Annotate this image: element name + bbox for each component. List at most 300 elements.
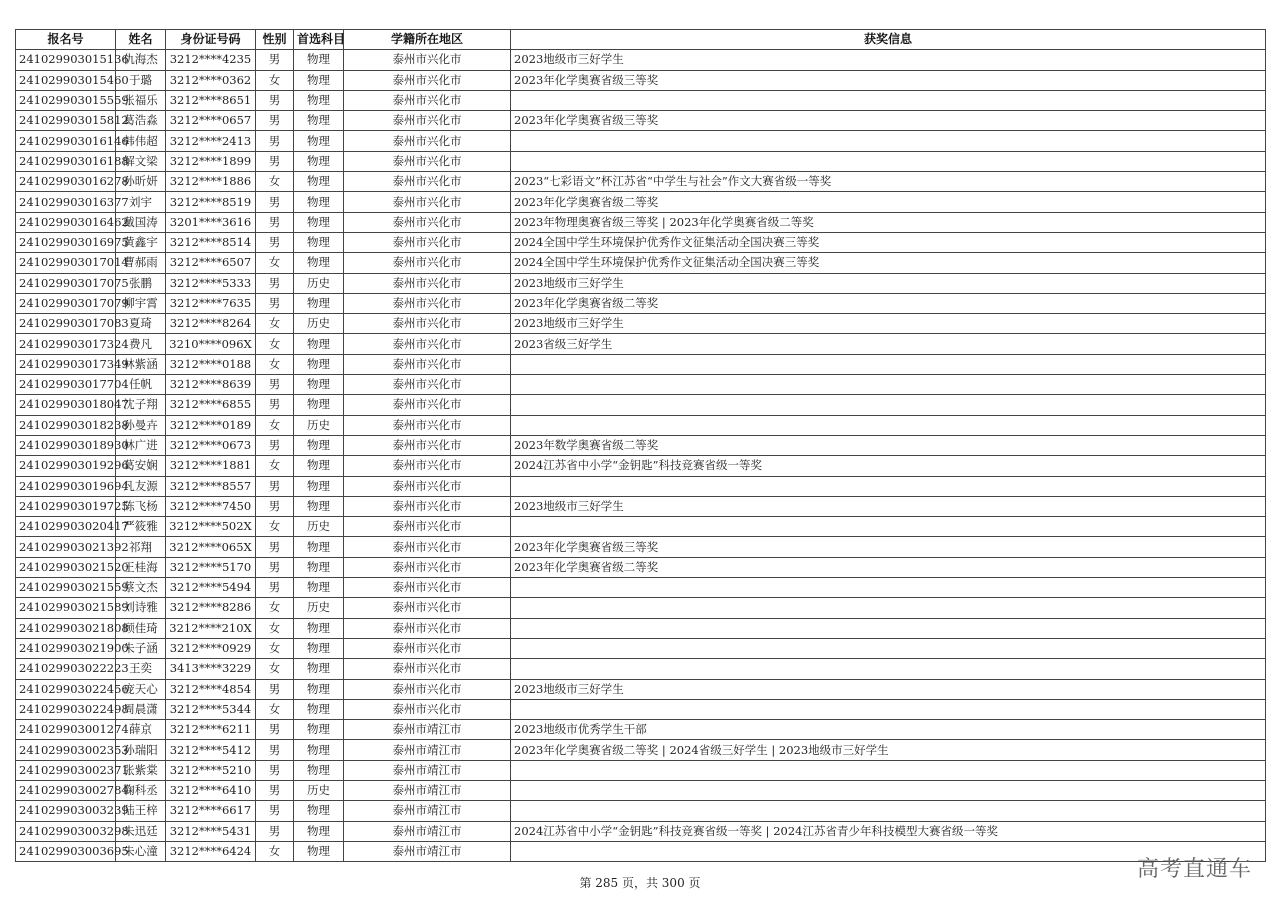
cell-awards: 2023年化学奥赛省级二等奖 | 2024省级三好学生 | 2023地级市三好学生 [511,740,1266,760]
cell-name: 柳宇霄 [116,293,166,313]
header-name: 姓名 [116,30,166,50]
cell-gender: 男 [256,151,294,171]
cell-name: 严筱雅 [116,517,166,537]
cell-registration-no: 241029903015812 [16,111,116,131]
cell-name: 凡友源 [116,476,166,496]
cell-awards: 2023“七彩语文”杯江苏省“中学生与社会”作文大赛省级一等奖 [511,172,1266,192]
cell-name: 庞天心 [116,679,166,699]
cell-gender: 男 [256,476,294,496]
cell-awards: 2024全国中学生环境保护优秀作文征集活动全国决赛三等奖 [511,232,1266,252]
cell-registration-no: 241029903021520 [16,557,116,577]
table-row [16,598,1266,618]
cell-awards [511,699,1266,719]
table-header-row [16,30,1266,50]
cell-awards [511,395,1266,415]
table-row [16,720,1266,740]
cell-gender: 女 [256,517,294,537]
table-row [16,131,1266,151]
cell-region: 泰州市兴化市 [344,90,511,110]
table-row [16,334,1266,354]
table-row [16,476,1266,496]
cell-id-number: 3212****6211 [166,720,256,740]
cell-awards: 2023年化学奥赛省级三等奖 [511,70,1266,90]
cell-region: 泰州市靖江市 [344,760,511,780]
table-row [16,740,1266,760]
cell-gender: 男 [256,821,294,841]
cell-name: 张福乐 [116,90,166,110]
table-row [16,618,1266,638]
header-region: 学籍所在地区 [344,30,511,50]
cell-region: 泰州市兴化市 [344,375,511,395]
table-row [16,293,1266,313]
cell-subject: 物理 [294,659,344,679]
cell-awards [511,476,1266,496]
cell-awards: 2023年数学奥赛省级二等奖 [511,435,1266,455]
cell-gender: 男 [256,90,294,110]
cell-region: 泰州市靖江市 [344,740,511,760]
cell-id-number: 3212****6855 [166,395,256,415]
table-row [16,253,1266,273]
cell-awards: 2023省级三好学生 [511,334,1266,354]
cell-name: 葛浩淼 [116,111,166,131]
cell-registration-no: 241029903017704 [16,375,116,395]
cell-id-number: 3212****5333 [166,273,256,293]
cell-awards: 2023地级市三好学生 [511,679,1266,699]
cell-registration-no: 241029903021900 [16,638,116,658]
cell-gender: 男 [256,496,294,516]
cell-subject: 历史 [294,314,344,334]
cell-id-number: 3212****0673 [166,435,256,455]
cell-registration-no: 241029903017083 [16,314,116,334]
cell-name: 林紫涵 [116,354,166,374]
cell-registration-no: 241029903020417 [16,517,116,537]
cell-name: 戴国涛 [116,212,166,232]
cell-name: 林广进 [116,435,166,455]
cell-subject: 物理 [294,131,344,151]
cell-id-number: 3210****096X [166,334,256,354]
table-row [16,395,1266,415]
cell-id-number: 3212****1881 [166,456,256,476]
cell-name: 韩伟超 [116,131,166,151]
cell-id-number: 3212****5210 [166,760,256,780]
cell-registration-no: 241029903019725 [16,496,116,516]
cell-id-number: 3212****6410 [166,780,256,800]
cell-region: 泰州市兴化市 [344,395,511,415]
cell-subject: 物理 [294,90,344,110]
cell-gender: 女 [256,456,294,476]
cell-name: 沈子翔 [116,395,166,415]
cell-gender: 男 [256,273,294,293]
cell-gender: 男 [256,192,294,212]
cell-registration-no: 241029903016146 [16,131,116,151]
cell-registration-no: 241029903019694 [16,476,116,496]
cell-region: 泰州市靖江市 [344,720,511,740]
cell-registration-no: 241029903003695 [16,841,116,861]
cell-name: 王奕 [116,659,166,679]
cell-name: 张紫棠 [116,760,166,780]
table-row [16,638,1266,658]
cell-registration-no: 241029903018930 [16,435,116,455]
cell-registration-no: 241029903017349 [16,354,116,374]
cell-name: 刘宇 [116,192,166,212]
cell-awards: 2024全国中学生环境保护优秀作文征集活动全国决赛三等奖 [511,253,1266,273]
cell-registration-no: 241029903022498 [16,699,116,719]
table-row [16,354,1266,374]
cell-region: 泰州市兴化市 [344,517,511,537]
cell-awards [511,659,1266,679]
cell-id-number: 3212****0188 [166,354,256,374]
table-row [16,699,1266,719]
cell-awards: 2023地级市三好学生 [511,273,1266,293]
cell-awards [511,131,1266,151]
cell-subject: 物理 [294,334,344,354]
cell-subject: 物理 [294,801,344,821]
cell-name: 葛安娴 [116,456,166,476]
cell-id-number: 3201****3616 [166,212,256,232]
cell-subject: 物理 [294,638,344,658]
cell-gender: 女 [256,253,294,273]
cell-subject: 物理 [294,557,344,577]
table-row [16,232,1266,252]
cell-name: 刘诗雅 [116,598,166,618]
table-row [16,537,1266,557]
cell-name: 孙瑞阳 [116,740,166,760]
cell-gender: 男 [256,212,294,232]
cell-registration-no: 241029903001274 [16,720,116,740]
cell-awards: 2024江苏省中小学“金钥匙”科技竞赛省级一等奖 | 2024江苏省青少年科技模型大赛省级一等奖 [511,821,1266,841]
cell-name: 陆王梓 [116,801,166,821]
cell-registration-no: 241029903019296 [16,456,116,476]
cell-gender: 男 [256,578,294,598]
cell-gender: 女 [256,354,294,374]
cell-subject: 物理 [294,111,344,131]
watermark-text: 高考直通车 [1136,857,1252,882]
cell-registration-no: 241029903015559 [16,90,116,110]
cell-registration-no: 241029903021808 [16,618,116,638]
cell-name: 朱迅廷 [116,821,166,841]
cell-awards [511,375,1266,395]
cell-gender: 男 [256,293,294,313]
cell-subject: 物理 [294,456,344,476]
cell-gender: 女 [256,659,294,679]
cell-region: 泰州市兴化市 [344,557,511,577]
cell-name: 顾佳琦 [116,618,166,638]
student-roster-table [15,29,1266,862]
table-row [16,314,1266,334]
cell-awards [511,578,1266,598]
cell-region: 泰州市兴化市 [344,172,511,192]
cell-id-number: 3212****8639 [166,375,256,395]
cell-gender: 男 [256,375,294,395]
cell-gender: 女 [256,841,294,861]
cell-gender: 男 [256,679,294,699]
cell-region: 泰州市兴化市 [344,598,511,618]
cell-subject: 历史 [294,780,344,800]
cell-region: 泰州市兴化市 [344,578,511,598]
cell-registration-no: 241029903015460 [16,70,116,90]
cell-id-number: 3212****5170 [166,557,256,577]
cell-region: 泰州市靖江市 [344,801,511,821]
cell-name: 张鹏 [116,273,166,293]
cell-region: 泰州市靖江市 [344,841,511,861]
cell-region: 泰州市兴化市 [344,618,511,638]
cell-id-number: 3212****0929 [166,638,256,658]
cell-registration-no: 241029903018047 [16,395,116,415]
table-row [16,659,1266,679]
cell-gender: 女 [256,415,294,435]
cell-region: 泰州市兴化市 [344,293,511,313]
table-row [16,70,1266,90]
table-row [16,517,1266,537]
cell-subject: 物理 [294,496,344,516]
cell-subject: 物理 [294,354,344,374]
cell-registration-no: 241029903002371 [16,760,116,780]
cell-registration-no: 241029903003298 [16,821,116,841]
cell-id-number: 3212****5344 [166,699,256,719]
cell-subject: 物理 [294,50,344,70]
cell-id-number: 3212****1886 [166,172,256,192]
cell-registration-no: 241029903017014 [16,253,116,273]
cell-id-number: 3212****0657 [166,111,256,131]
cell-subject: 物理 [294,435,344,455]
cell-name: 鞠科丞 [116,780,166,800]
cell-region: 泰州市兴化市 [344,50,511,70]
cell-region: 泰州市兴化市 [344,192,511,212]
cell-awards [511,90,1266,110]
cell-registration-no: 241029903016975 [16,232,116,252]
cell-id-number: 3212****5412 [166,740,256,760]
cell-region: 泰州市兴化市 [344,273,511,293]
cell-subject: 物理 [294,578,344,598]
cell-region: 泰州市兴化市 [344,659,511,679]
cell-id-number: 3212****4854 [166,679,256,699]
cell-subject: 物理 [294,151,344,171]
cell-subject: 物理 [294,821,344,841]
cell-region: 泰州市兴化市 [344,638,511,658]
cell-registration-no: 241029903003239 [16,801,116,821]
cell-id-number: 3212****0189 [166,415,256,435]
cell-awards: 2023地级市三好学生 [511,314,1266,334]
cell-subject: 历史 [294,517,344,537]
table-row [16,90,1266,110]
cell-gender: 女 [256,314,294,334]
cell-region: 泰州市兴化市 [344,111,511,131]
cell-name: 王桂海 [116,557,166,577]
cell-awards [511,760,1266,780]
table-row [16,172,1266,192]
cell-region: 泰州市兴化市 [344,70,511,90]
cell-awards [511,780,1266,800]
cell-gender: 男 [256,50,294,70]
cell-region: 泰州市兴化市 [344,354,511,374]
cell-name: 周晨潇 [116,699,166,719]
cell-awards [511,354,1266,374]
cell-name: 任帆 [116,375,166,395]
header-id-number: 身份证号码 [166,30,256,50]
cell-region: 泰州市兴化市 [344,415,511,435]
cell-awards [511,517,1266,537]
cell-subject: 物理 [294,476,344,496]
cell-id-number: 3212****8286 [166,598,256,618]
cell-subject: 历史 [294,273,344,293]
cell-name: 朱子涵 [116,638,166,658]
cell-registration-no: 241029903016188 [16,151,116,171]
cell-subject: 物理 [294,293,344,313]
cell-awards [511,598,1266,618]
cell-gender: 女 [256,598,294,618]
cell-gender: 女 [256,638,294,658]
header-registration-no: 报名号 [16,30,116,50]
table-row [16,375,1266,395]
cell-region: 泰州市靖江市 [344,821,511,841]
cell-id-number: 3212****8651 [166,90,256,110]
header-awards: 获奖信息 [511,30,1266,50]
cell-registration-no: 241029903021392 [16,537,116,557]
cell-gender: 女 [256,618,294,638]
header-gender: 性别 [256,30,294,50]
cell-id-number: 3212****6424 [166,841,256,861]
table-row [16,841,1266,861]
cell-awards: 2023地级市三好学生 [511,496,1266,516]
cell-registration-no: 241029903021589 [16,598,116,618]
cell-region: 泰州市兴化市 [344,679,511,699]
cell-name: 解文梁 [116,151,166,171]
cell-region: 泰州市兴化市 [344,334,511,354]
table-row [16,415,1266,435]
table-row [16,801,1266,821]
cell-registration-no: 241029903016377 [16,192,116,212]
cell-awards: 2024江苏省中小学“金钥匙”科技竞赛省级一等奖 [511,456,1266,476]
cell-name: 于璐 [116,70,166,90]
table-row [16,679,1266,699]
cell-gender: 男 [256,780,294,800]
cell-awards: 2023年化学奥赛省级三等奖 [511,537,1266,557]
cell-name: 黄鑫宇 [116,232,166,252]
cell-name: 蔡文杰 [116,578,166,598]
table-row [16,212,1266,232]
cell-gender: 男 [256,557,294,577]
cell-name: 陈飞杨 [116,496,166,516]
cell-id-number: 3212****8519 [166,192,256,212]
cell-region: 泰州市兴化市 [344,151,511,171]
table-row [16,578,1266,598]
cell-id-number: 3212****5494 [166,578,256,598]
cell-subject: 物理 [294,232,344,252]
cell-id-number: 3212****502X [166,517,256,537]
table-row [16,557,1266,577]
cell-gender: 男 [256,537,294,557]
cell-name: 孙昕妍 [116,172,166,192]
cell-id-number: 3212****8514 [166,232,256,252]
cell-name: 夏琦 [116,314,166,334]
cell-gender: 女 [256,334,294,354]
cell-registration-no: 241029903018238 [16,415,116,435]
cell-gender: 男 [256,801,294,821]
cell-registration-no: 241029903022456 [16,679,116,699]
table-row [16,435,1266,455]
table-row [16,50,1266,70]
cell-id-number: 3413****3229 [166,659,256,679]
cell-registration-no: 241029903017324 [16,334,116,354]
cell-subject: 物理 [294,212,344,232]
cell-name: 费凡 [116,334,166,354]
header-subject: 首选科目 [294,30,344,50]
cell-awards: 2023年化学奥赛省级二等奖 [511,557,1266,577]
table-row [16,760,1266,780]
table-row [16,821,1266,841]
cell-gender: 男 [256,131,294,151]
table-body [16,50,1266,862]
cell-gender: 男 [256,395,294,415]
cell-subject: 历史 [294,415,344,435]
cell-registration-no: 241029903022223 [16,659,116,679]
cell-name: 曹郝雨 [116,253,166,273]
page-footer: 第 285 页，共 300 页 [579,876,701,890]
cell-awards: 2023地级市优秀学生干部 [511,720,1266,740]
cell-subject: 历史 [294,598,344,618]
cell-subject: 物理 [294,192,344,212]
cell-awards: 2023年化学奥赛省级二等奖 [511,293,1266,313]
cell-region: 泰州市兴化市 [344,314,511,334]
cell-id-number: 3212****8557 [166,476,256,496]
cell-gender: 女 [256,699,294,719]
cell-awards: 2023地级市三好学生 [511,50,1266,70]
table-row [16,780,1266,800]
cell-id-number: 3212****7450 [166,496,256,516]
table-row [16,456,1266,476]
cell-name: 祁翔 [116,537,166,557]
cell-awards [511,415,1266,435]
cell-id-number: 3212****4235 [166,50,256,70]
cell-registration-no: 241029903016278 [16,172,116,192]
cell-subject: 物理 [294,70,344,90]
cell-region: 泰州市兴化市 [344,253,511,273]
cell-registration-no: 241029903002784 [16,780,116,800]
table-row [16,151,1266,171]
cell-region: 泰州市兴化市 [344,232,511,252]
cell-id-number: 3212****6507 [166,253,256,273]
cell-subject: 物理 [294,841,344,861]
cell-awards [511,638,1266,658]
cell-name: 仇海杰 [116,50,166,70]
cell-subject: 物理 [294,172,344,192]
cell-id-number: 3212****210X [166,618,256,638]
cell-gender: 女 [256,172,294,192]
cell-subject: 物理 [294,699,344,719]
cell-awards: 2023年化学奥赛省级二等奖 [511,192,1266,212]
cell-registration-no: 241029903002353 [16,740,116,760]
cell-awards [511,151,1266,171]
table-row [16,496,1266,516]
cell-awards: 2023年化学奥赛省级三等奖 [511,111,1266,131]
cell-id-number: 3212****5431 [166,821,256,841]
table-row [16,111,1266,131]
cell-region: 泰州市兴化市 [344,537,511,557]
cell-region: 泰州市兴化市 [344,476,511,496]
cell-id-number: 3212****7635 [166,293,256,313]
cell-gender: 男 [256,111,294,131]
cell-name: 朱心潼 [116,841,166,861]
cell-registration-no: 241029903017075 [16,273,116,293]
cell-id-number: 3212****065X [166,537,256,557]
cell-subject: 物理 [294,375,344,395]
table-row [16,273,1266,293]
cell-gender: 男 [256,720,294,740]
cell-name: 薛京 [116,720,166,740]
cell-registration-no: 241029903021559 [16,578,116,598]
cell-id-number: 3212****6617 [166,801,256,821]
cell-awards: 2023年物理奥赛省级三等奖 | 2023年化学奥赛省级二等奖 [511,212,1266,232]
